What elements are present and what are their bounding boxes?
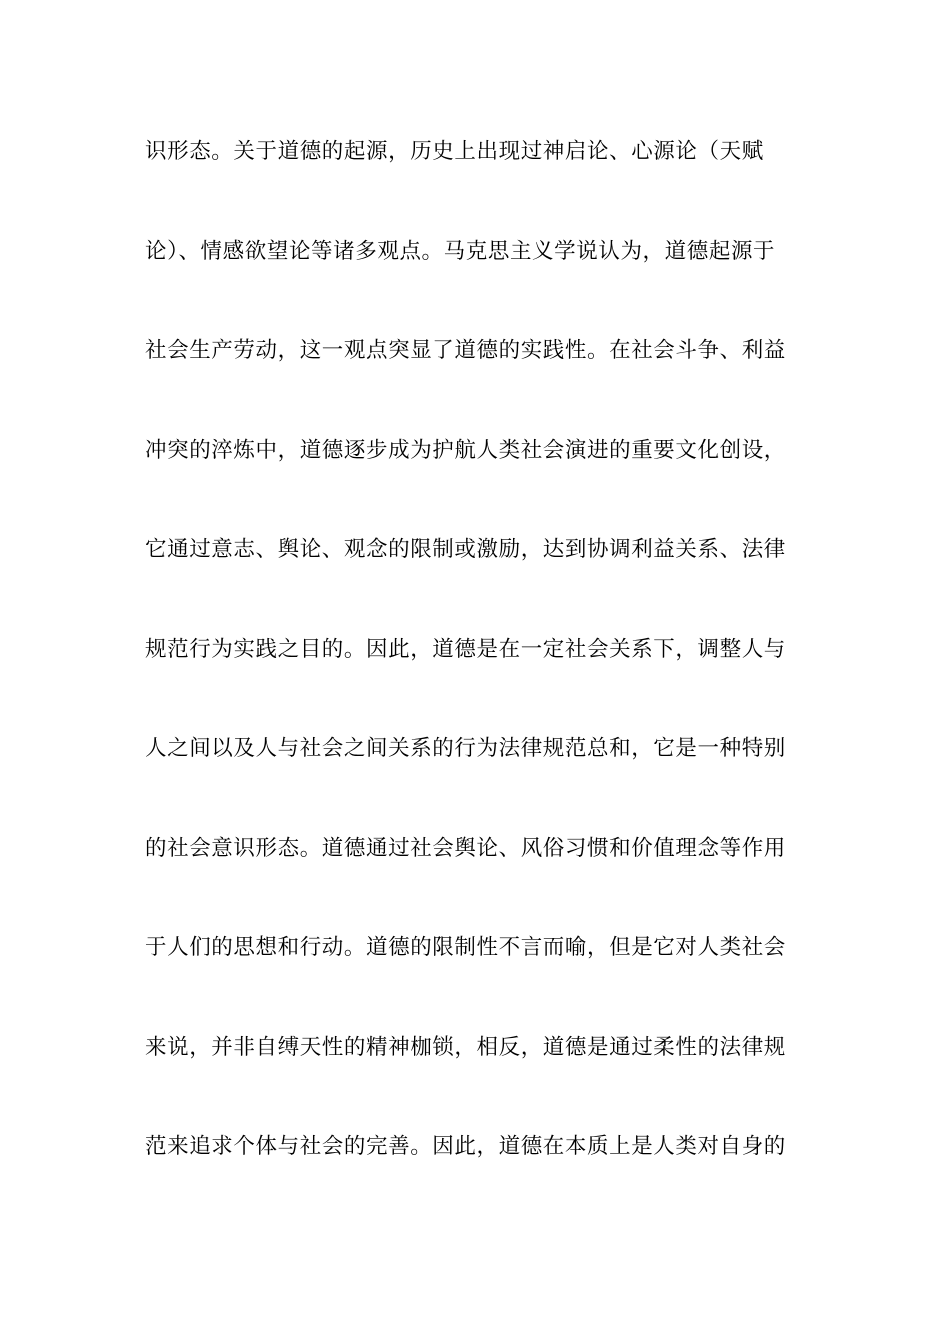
text-line: 论）、情感欲望论等诸多观点。马克思主义学说认为，道德起源于 bbox=[145, 238, 776, 264]
body-paragraph bbox=[145, 130, 810, 1225]
text-line: 冲突的淬炼中，道德逐步成为护航人类社会演进的重要文化创设， bbox=[145, 437, 786, 463]
text-line: 社会生产劳动，这一观点突显了道德的实践性。在社会斗争、利益 bbox=[145, 338, 786, 363]
text-line: 识形态。关于道德的起源，历史上出现过神启论、心源论（天赋 bbox=[145, 139, 764, 164]
text-line: 于人们的思想和行动。道德的限制性不言而喻，但是它对人类社会 bbox=[145, 935, 786, 960]
text-line: 来说，并非自缚天性的精神枷锁，相反，道德是通过柔性的法律规 bbox=[145, 1034, 786, 1060]
text-line: 它通过意志、舆论、观念的限制或激励，达到协调利益关系、法律 bbox=[145, 537, 786, 562]
text-line: 人之间以及人与社会之间关系的行为法律规范总和，它是一种特别 bbox=[145, 736, 786, 761]
text-line: 范来追求个体与社会的完善。因此，道德在本质上是人类对自身的 bbox=[145, 1134, 786, 1159]
text-line: 规范行为实践之目的。因此，道德是在一定社会关系下，调整人与 bbox=[145, 636, 786, 662]
text-line: 的社会意识形态。道德通过社会舆论、风俗习惯和价值理念等作用 bbox=[145, 835, 786, 861]
